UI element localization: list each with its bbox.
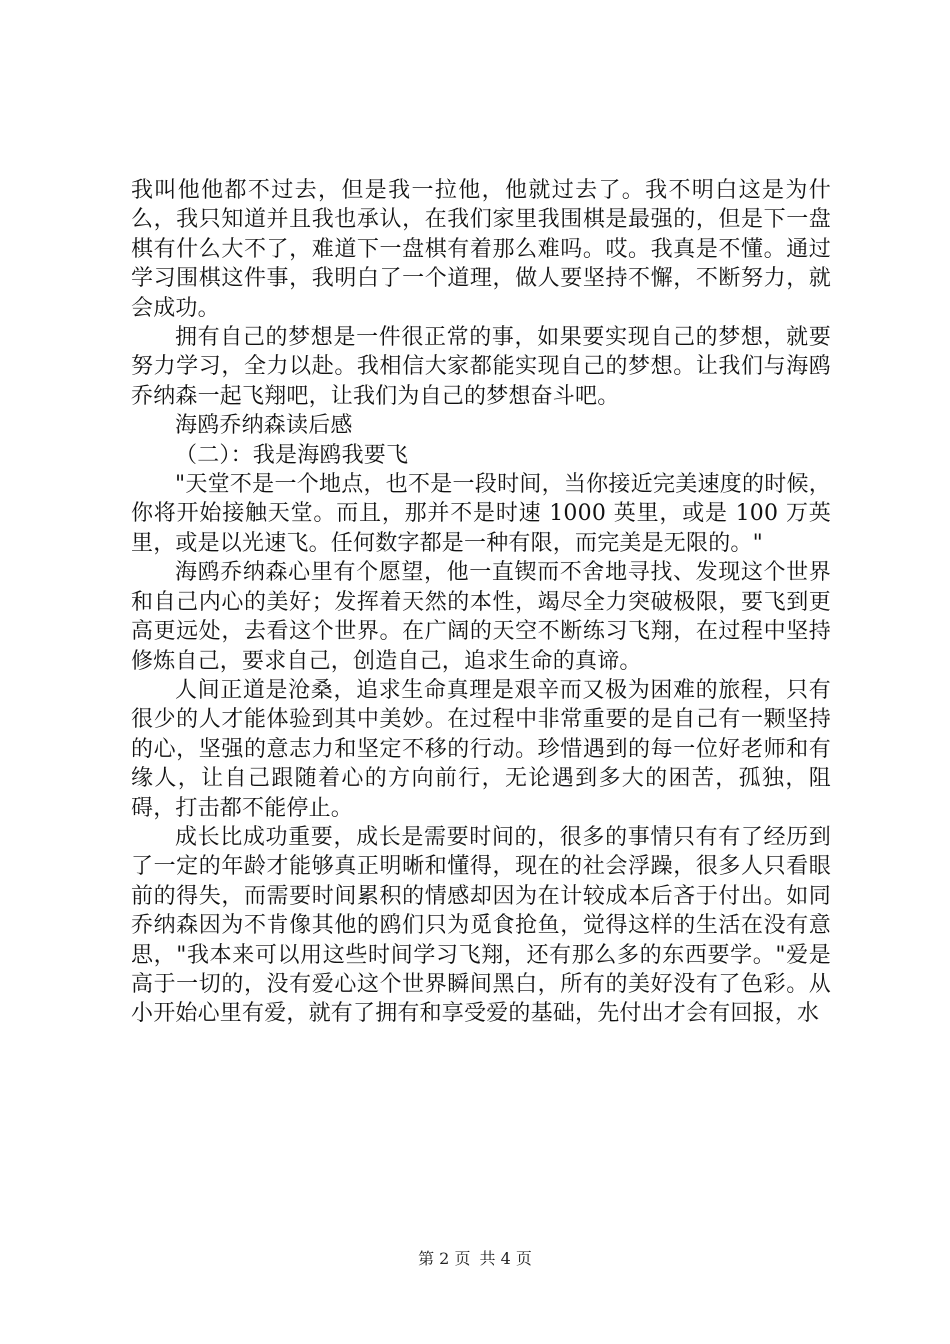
paragraph-1: 我叫他他都不过去，但是我一拉他，他就过去了。我不明白这是为什么，我只知道并且我也承认，在我们家里我围棋是最强的，但是下一盘棋有什么大不了，难道下一盘棋有着那么难吗。哎。我真是不懂。通过学习围棋这件事，我明白了一个道理，做人要坚持不懈，不断努力，就会成功。	[131, 178, 831, 321]
document-body	[131, 176, 831, 1029]
paragraph-4: 海鸥乔纳森心里有个愿望，他一直锲而不舍地寻找、发现这个世界和自己内心的美好；发挥着天然的本性，竭尽全力突破极限，要飞到更高更远处，去看这个世界。在广阔的天空不断练习飞翔，在过程中坚持修炼自己，要求自己，创造自己，追求生命的真谛。	[131, 560, 831, 674]
page-number: 第 2 页	[418, 1249, 471, 1268]
paragraph-3: "天堂不是一个地点，也不是一段时间，当你接近完美速度的时候，你将开始接触天堂。而且，那并不是时速 1000 英里，或是 100 万英里，或是以光速飞。任何数字都是一种有限，而完美是无限的。"	[131, 472, 831, 556]
essay-subtitle: （二）：我是海鸥我要飞	[175, 442, 409, 468]
essay-title: 海鸥乔纳森读后感	[175, 413, 353, 439]
paragraph-5: 人间正道是沧桑，追求生命真理是艰辛而又极为困难的旅程，只有很少的人才能体验到其中美妙。在过程中非常重要的是自己有一颗坚持的心，坚强的意志力和坚定不移的行动。珍惜遇到的每一位好老师和有缘人，让自己跟随着心的方向前行，无论遇到多大的困苦，孤独，阻碍，打击都不能停止。	[131, 677, 831, 821]
page-footer	[0, 1246, 950, 1269]
paragraph-2: 拥有自己的梦想是一件很正常的事，如果要实现自己的梦想，就要努力学习，全力以赴。我相信大家都能实现自己的梦想。让我们与海鸥乔纳森一起飞翔吧，让我们为自己的梦想奋斗吧。	[131, 325, 831, 409]
paragraph-6: 成长比成功重要，成长是需要时间的，很多的事情只有有了经历到了一定的年龄才能够真正明晰和懂得，现在的社会浮躁，很多人只看眼前的得失，而需要时间累积的情感却因为在计较成本后吝于付出。如同乔纳森因为不肯像其他的鸥们只为觅食抢鱼，觉得这样的生活在没有意思，"我本来可以用这些时间学习飞翔，还有那么多的东西要学。"爱是高于一切的，没有爱心这个世界瞬间黑白，所有的美好没有了色彩。从小开始心里有爱，就有了拥有和享受爱的基础，先付出才会有回报，水	[131, 824, 831, 1027]
page-total: 共 4 页	[479, 1249, 532, 1268]
